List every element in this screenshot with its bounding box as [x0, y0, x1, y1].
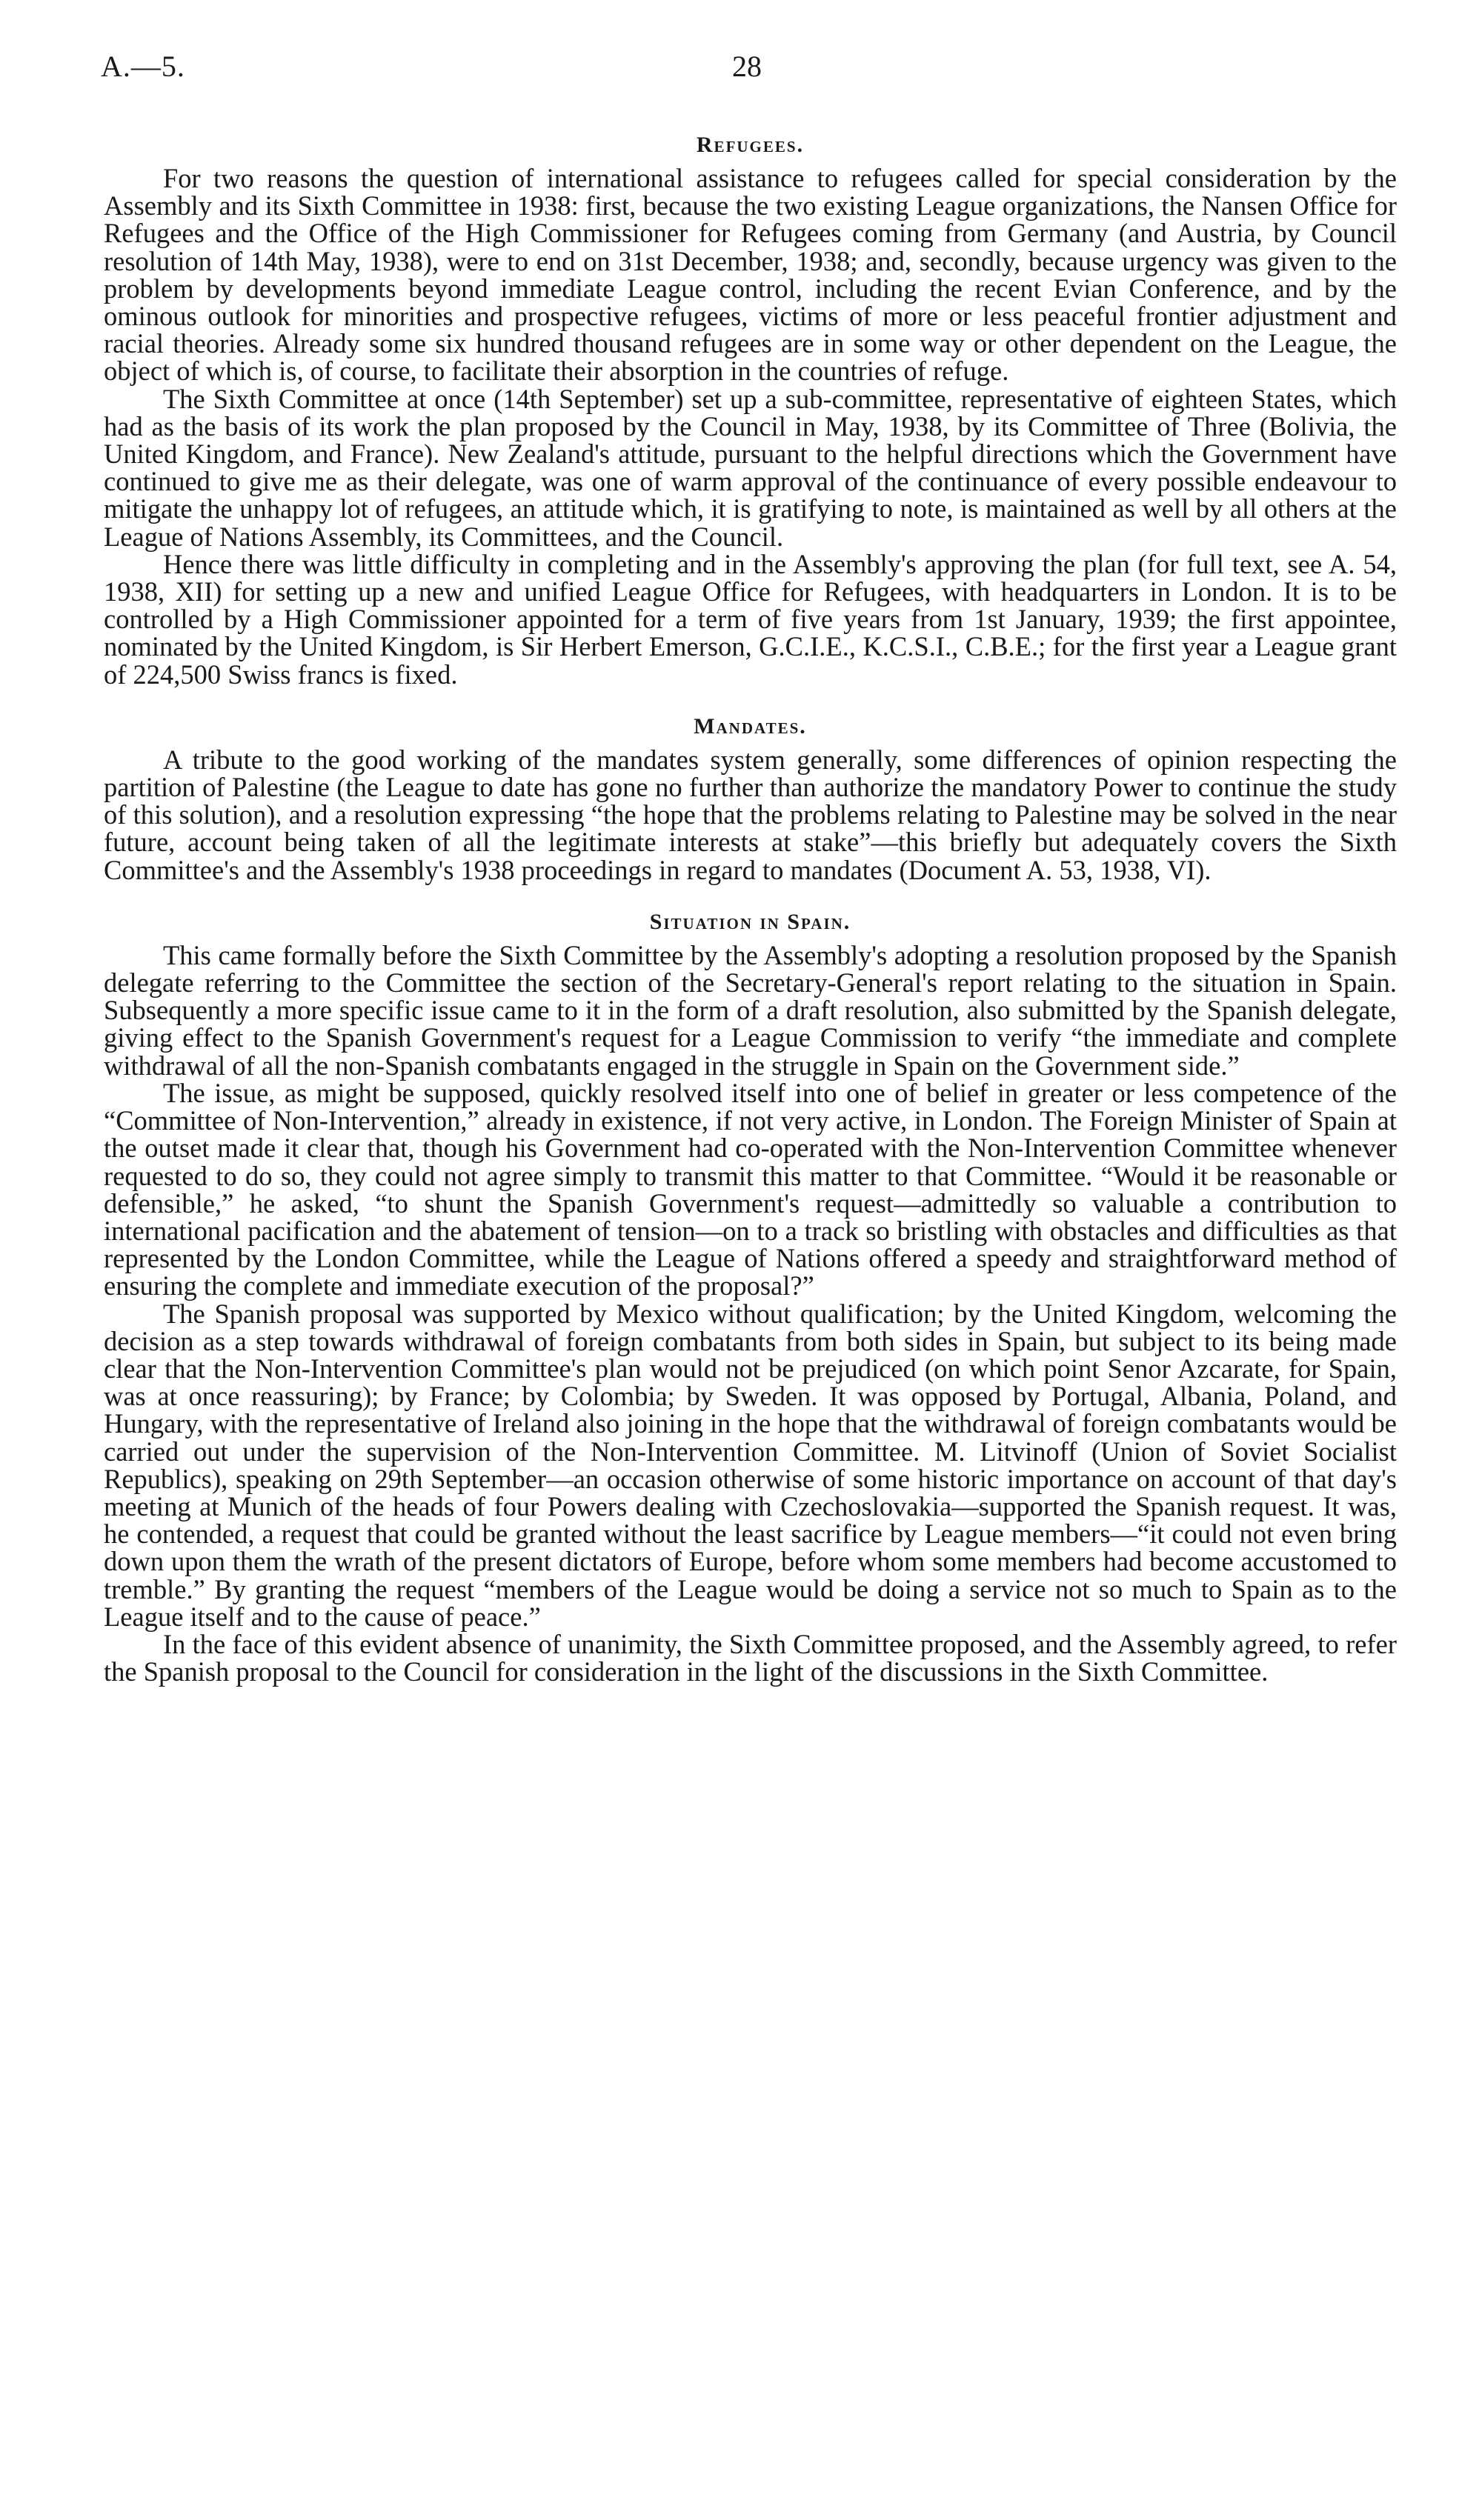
- page-header: [95, 49, 1399, 93]
- paragraph: The Spanish proposal was supported by Mexico without qualification; by the United Kingdom, welcoming the decision as a step towards withdrawal of foreign combatants from both sides in Spain, but subject to its being made clear that the Non-Intervention Committee's plan would not be prejudiced (on which point Senor Azcarate, for Spain, was at once reassuring); by France; by Colombia; by Sweden. It was opposed by Portugal, Albania, Poland, and Hungary, with the representative of Ireland also joining in the hope that the withdrawal of foreign combatants would be carried out under the supervision of the Non-Intervention Committee. M. Litvinoff (Union of Soviet Socialist Republics), speaking on 29th September—an occasion otherwise of some historic importance on account of that day's meeting at Munich of the heads of four Powers dealing with Czechoslovakia—supported the Spanish request. It was, he contended, a request that could be granted without the least sacrifice by League members—“it could not even bring down upon them the wrath of the present dictators of Europe, before whom some members had become accustomed to tremble.” By granting the request “members of the League would be doing a service not so much to Spain as to the League itself and to the cause of peace.”: [104, 1298, 1397, 1632]
- section-title-mandates: Mandates.: [694, 713, 807, 739]
- paragraph: In the face of this evident absence of unanimity, the Sixth Committee proposed, and the Assembly agreed, to refer the Spanish proposal to the Council for consideration in the light of the discussions in the Sixth Committee.: [104, 1628, 1397, 1687]
- paragraph: For two reasons the question of international assistance to refugees called for special consideration by the Assembly and its Sixth Committee in 1938: first, because the two existing League organizations, the Nansen Office for Refugees and the Office of the High Commissioner for Refugees coming from Germany (and Austria, by Council resolution of 14th May, 1938), were to end on 31st December, 1938; and, secondly, because urgency was given to the problem by developments beyond immediate League control, including the recent Evian Conference, and by the ominous outlook for minorities and prospective refugees, victims of more or less peaceful frontier adjustment and racial theories. Already some six hundred thousand refugees are in some way or other dependent on the League, the object of which is, of course, to facilitate their absorption in the countries of refuge.: [104, 163, 1397, 387]
- document-body: [104, 132, 1397, 1685]
- section-refugees: [104, 132, 1397, 688]
- page-number: 28: [732, 50, 762, 83]
- section-title-refugees: Refugees.: [696, 133, 805, 157]
- paragraph: The issue, as might be supposed, quickly resolved itself into one of belief in greater or less competence of the “Committee of Non-Intervention,” already in existence, if not very active, in London. The Foreign Minister of Spain at the outset made it clear that, though his Government had co-operated with the Non-Intervention Committee whenever requested to do so, they could not agree simply to transmit this matter to that Committee. “Would it be reasonable or defensible,” he asked, “to shunt the Spanish Government's request—admittedly so valuable a contribution to international pacification and the abatement of tension—on to a track so bristling with obstacles and difficulties as that represented by the London Committee, while the League of Nations offered a speedy and straightforward method of ensuring the complete and immediate execution of the proposal?”: [104, 1077, 1397, 1301]
- paragraph: A tribute to the good working of the mandates system generally, some differences of opinion respecting the partition of Palestine (the League to date has gone no further than authorize the mandatory Power to continue the study of this solution), and a resolution expressing “the hope that the problems relating to Palestine may be solved in the near future, account being taken of all the legitimate interests at stake”—this briefly but adequately covers the Sixth Committee's and the Assembly's 1938 proceedings in regard to mandates (Document A. 53, 1938, VI).: [104, 744, 1397, 885]
- paragraph: Hence there was little difficulty in completing and in the Assembly's approving the plan (for full text, see A. 54, 1938, XII) for setting up a new and unified League Office for Refugees, with headquarters in London. It is to be controlled by a High Commissioner appointed for a term of five years from 1st January, 1939; the first appointee, nominated by the United Kingdom, is Sir Herbert Emerson, G.C.I.E., K.C.S.I., C.B.E.; for the first year a League grant of 224,500 Swiss francs is fixed.: [104, 548, 1397, 690]
- section-mandates: [104, 713, 1397, 884]
- paragraph: This came formally before the Sixth Committee by the Assembly's adopting a resolution proposed by the Spanish delegate referring to the Committee the section of the Secretary-General's report relating to the situation in Spain. Subsequently a more specific issue came to it in the form of a draft resolution, also submitted by the Spanish delegate, giving effect to the Spanish Government's request for a League Commission to verify “the immediate and complete withdrawal of all the non-Spanish combatants engaged in the struggle in Spain on the Government side.”: [104, 939, 1397, 1081]
- section-situation-in-spain: [104, 909, 1397, 1685]
- paragraph: The Sixth Committee at once (14th September) set up a sub-committee, representative of eighteen States, which had as the basis of its work the plan proposed by the Council in May, 1938, by its Committee of Three (Bolivia, the United Kingdom, and France). New Zealand's attitude, pursuant to the helpful directions which the Government have continued to give me as their delegate, was one of warm approval of the continuance of every possible endeavour to mitigate the unhappy lot of refugees, an attitude which, it is gratifying to note, is maintained as well by all others at the League of Nations Assembly, its Committees, and the Council.: [104, 383, 1397, 552]
- section-title-situation-in-spain: Situation in Spain.: [649, 909, 851, 934]
- document-reference: A.—5.: [101, 50, 185, 83]
